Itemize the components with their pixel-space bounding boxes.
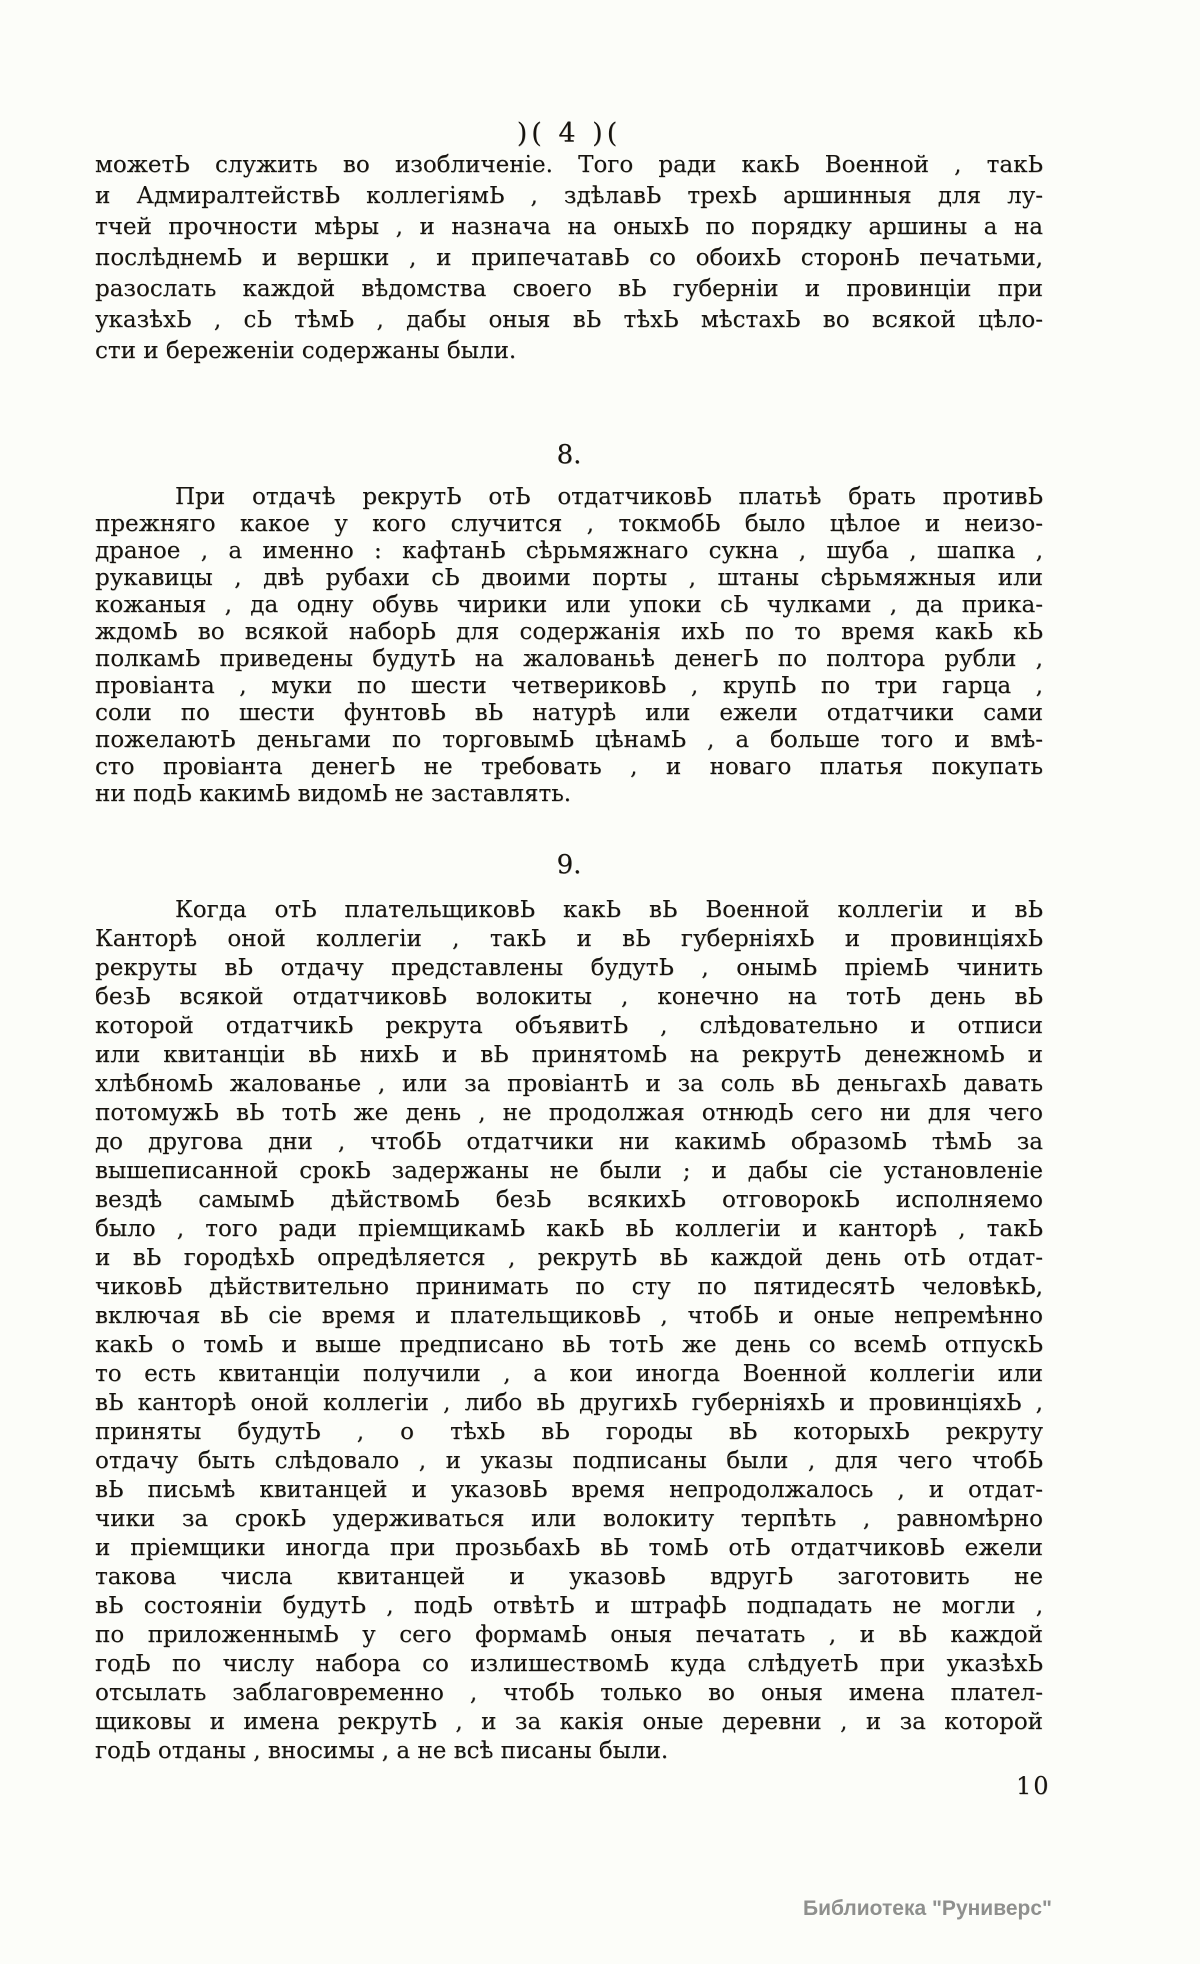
text-line: можетЬ служить во изобличеніе. Того ради какЬ Военной , такЬ <box>95 152 1043 178</box>
text-line: какЬ о томЬ и выше предписано вЬ тотЬ же день со всемЬ отпускЬ <box>95 1332 1043 1358</box>
text-line: чиковЬ дѣйствительно принимать по сту по пятидесятЬ человѣкЬ, <box>95 1274 1043 1300</box>
text-line: включая вЬ сіе время и плательщиковЬ , чтобЬ и оные непремѣнно <box>95 1303 1043 1329</box>
text-line: и АдмиралтействЬ коллегіямЬ , здѣлавЬ трехЬ аршинныя для лу- <box>95 183 1043 209</box>
text-line: Канторѣ оной коллегіи , такЬ и вЬ губерніяхЬ и провинціяхЬ <box>95 926 1043 952</box>
text-line: по приложеннымЬ у сего формамЬ оныя печатать , и вЬ каждой <box>95 1622 1043 1648</box>
text-line: и пріемщики иногда при прозьбахЬ вЬ томЬ отЬ отдатчиковЬ ежели <box>95 1535 1043 1561</box>
text-line: рукавицы , двѣ рубахи сЬ двоими порты , штаны сѣрьмяжныя или <box>95 565 1043 591</box>
text-line: полкамЬ приведены будутЬ на жалованьѣ денегЬ по полтора рубли , <box>95 646 1043 672</box>
text-line: разослать каждой вѣдомства своего вЬ губерніи и провинціи при <box>95 276 1043 302</box>
text-line: то есть квитанціи получили , а кои иногда Военной коллегіи или <box>95 1361 1043 1387</box>
text-line: отдачу быть слѣдовало , и указы подписаны были , для чего чтобЬ <box>95 1448 1043 1474</box>
text-line: потомужЬ вЬ тотЬ же день , не продолжая отнюдЬ сего ни для чего <box>95 1100 1043 1126</box>
text-line: щиковы и имена рекрутЬ , и за какія оные деревни , и за которой <box>95 1709 1043 1735</box>
text-line: хлѣбномЬ жалованье , или за провіантЬ и за соль вЬ деньгахЬ давать <box>95 1071 1043 1097</box>
section-8-number: 8. <box>556 440 582 470</box>
text-line: годЬ отданы , вносимы , а не всѣ писаны были. <box>95 1738 669 1764</box>
text-line: которой отдатчикЬ рекрута объявитЬ , слѣдовательно и отписи <box>95 1013 1043 1039</box>
text-line: тчей прочности мѣры , и назнача на оныхЬ по порядку аршины а на <box>95 214 1043 240</box>
text-line: до другова дни , чтобЬ отдатчики ни какимЬ образомЬ тѣмЬ за <box>95 1129 1043 1155</box>
text-line: При отдачѣ рекрутЬ отЬ отдатчиковЬ платьѣ брать противЬ <box>175 484 1043 510</box>
text-line: отсылать заблаговременно , чтобЬ только во оныя имена плател- <box>95 1680 1043 1706</box>
text-line: Когда отЬ плательщиковЬ какЬ вЬ Военной коллегіи и вЬ <box>175 897 1043 923</box>
text-line: вЬ канторѣ оной коллегіи , либо вЬ другихЬ губерніяхЬ и провинціяхЬ , <box>95 1390 1043 1416</box>
text-line: сти и береженіи содержаны были. <box>95 338 517 364</box>
text-line: приняты будутЬ , о тѣхЬ вЬ городы вЬ которыхЬ рекруту <box>95 1419 1043 1445</box>
paragraph-intro <box>95 150 1043 367</box>
text-line: послѣднемЬ и вершки , и припечатавЬ со обоихЬ сторонЬ печатьми, <box>95 245 1043 271</box>
text-line: безЬ всякой отдатчиковЬ волокиты , конечно на тотЬ день вЬ <box>95 984 1043 1010</box>
text-line: вЬ состояніи будутЬ , подЬ отвѣтЬ и штрафЬ подпадать не могли , <box>95 1593 1043 1619</box>
library-watermark: Библиотека "Руниверс" <box>802 1897 1052 1920</box>
text-line: ни подЬ какимЬ видомЬ не заставлять. <box>95 781 572 807</box>
text-line: чики за срокЬ удерживаться или волокиту терпѣть , равномѣрно <box>95 1506 1043 1532</box>
text-line: такова числа квитанцей и указовЬ вдругЬ заготовить не <box>95 1564 1043 1590</box>
text-line: указѣхЬ , сЬ тѣмЬ , дабы оныя вЬ тѣхЬ мѣстахЬ во всякой цѣло- <box>95 307 1043 333</box>
text-line: прежняго какое у кого случится , токмобЬ было цѣлое и неизо- <box>95 511 1043 537</box>
section-9-number: 9. <box>556 850 582 880</box>
text-line: было , того ради пріемщикамЬ какЬ вЬ коллегіи и канторѣ , такЬ <box>95 1216 1043 1242</box>
sheet-signature: 10 <box>1016 1772 1051 1800</box>
paragraph-section-9 <box>95 896 1043 1766</box>
text-line: драное , а именно : кафтанЬ сѣрьмяжнаго сукна , шуба , шапка , <box>95 538 1043 564</box>
text-line: вЬ письмѣ квитанцей и указовЬ время непродолжалось , и отдат- <box>95 1477 1043 1503</box>
text-line: рекруты вЬ отдачу представлены будутЬ , онымЬ пріемЬ чинить <box>95 955 1043 981</box>
text-line: пожелаютЬ деньгами по торговымЬ цѣнамЬ , а больше того и вмѣ- <box>95 727 1043 753</box>
paragraph-section-8 <box>95 484 1043 808</box>
text-line: или квитанціи вЬ нихЬ и вЬ принятомЬ на рекрутЬ денежномЬ и <box>95 1042 1043 1068</box>
text-line: вездѣ самымЬ дѣйствомЬ безЬ всякихЬ отговорокЬ исполняемо <box>95 1187 1043 1213</box>
text-line: соли по шести фунтовЬ вЬ натурѣ или ежели отдатчики сами <box>95 700 1043 726</box>
text-line: и вЬ городѣхЬ опредѣляется , рекрутЬ вЬ каждой день отЬ отдат- <box>95 1245 1043 1271</box>
text-line: ждомЬ во всякой наборЬ для содержанія ихЬ по то время какЬ кЬ <box>95 619 1043 645</box>
text-line: годЬ по числу набора со излишествомЬ куда слѣдуетЬ при указѣхЬ <box>95 1651 1043 1677</box>
text-line: сто провіанта денегЬ не требовать , и новаго платья покупать <box>95 754 1043 780</box>
page-number-mark: )( 4 )( <box>516 118 622 149</box>
text-line: провіанта , муки по шести четвериковЬ , крупЬ по три гарца , <box>95 673 1043 699</box>
text-line: кожаныя , да одну обувь чирики или упоки сЬ чулками , да прика- <box>95 592 1043 618</box>
text-line: вышеписанной срокЬ задержаны не были ; и дабы сіе установленіе <box>95 1158 1043 1184</box>
